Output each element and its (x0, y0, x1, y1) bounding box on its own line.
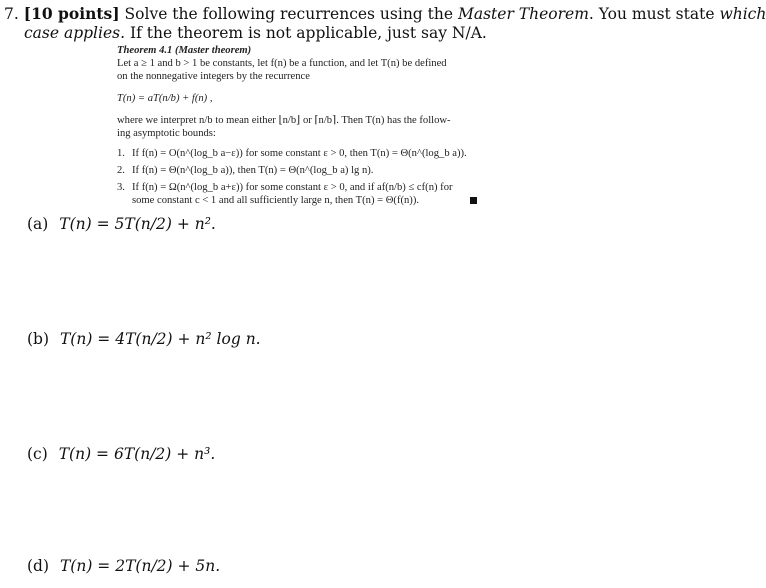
problem-points: [10 points] (23, 4, 120, 23)
problem-text-c: . You must state (588, 5, 715, 23)
theorem-intro-line-1: Let a ≥ 1 and b > 1 be constants, let f(n) be a function, and let T(n) be defined (117, 58, 447, 69)
theorem-title: Theorem 4.1 (Master theorem) (117, 45, 252, 56)
part-equation: T(n) = 2T(n/2) + 5n. (59, 557, 221, 575)
problem-text-master-theorem: Master Theorem (457, 5, 589, 23)
theorem-intro-line-2: on the nonnegative integers by the recurrence (117, 71, 310, 82)
problem-statement-line-2 (24, 24, 487, 42)
case-text: If f(n) = O(n^(log_b a−ε)) for some constant ε > 0, then T(n) = Θ(n^(log_b a)). (132, 148, 467, 159)
part-label: (d) (27, 557, 50, 575)
part-c (27, 445, 215, 463)
part-equation: T(n) = 4T(n/2) + n² log n. (59, 330, 261, 348)
part-b (27, 330, 261, 348)
theorem-interpretation-line-1: where we interpret n/b to mean either ⌊n/b⌋ or ⌈n/b⌉. Then T(n) has the follow- (117, 115, 451, 126)
part-label: (a) (27, 215, 49, 233)
part-a (27, 215, 216, 233)
part-equation: T(n) = 6T(n/2) + n³. (58, 445, 216, 463)
case-number: 3. (117, 182, 125, 193)
part-label: (c) (27, 445, 48, 463)
theorem-interpretation-line-2: ing asymptotic bounds: (117, 128, 216, 139)
theorem-recurrence: T(n) = aT(n/b) + f(n) , (117, 93, 213, 104)
problem-text-rest: If the theorem is not applicable, just say N/A. (129, 24, 487, 42)
theorem-case-1 (117, 147, 477, 160)
theorem-excerpt (117, 44, 477, 207)
problem-text-which: which (719, 5, 766, 23)
case-text: If f(n) = Ω(n^(log_b a+ε)) for some constant ε > 0, and if af(n/b) ≤ cf(n) for (132, 182, 453, 193)
part-equation: T(n) = 5T(n/2) + n². (59, 215, 216, 233)
problem-statement-line-1 (4, 5, 766, 23)
part-label: (b) (27, 330, 50, 348)
case-text: If f(n) = Θ(n^(log_b a)), then T(n) = Θ(n^(log_b a) lg n). (132, 165, 374, 176)
case-text-continued: some constant c < 1 and all sufficiently large n, then T(n) = Θ(f(n)). (132, 195, 420, 206)
problem-text-a: Solve the following recurrences using the (124, 5, 454, 23)
problem-number: 7. (4, 5, 19, 23)
theorem-case-3 (117, 181, 477, 194)
theorem-case-2 (117, 164, 477, 177)
problem-text-case-applies: case applies. (24, 24, 126, 42)
case-number: 1. (117, 148, 125, 159)
qed-square-icon (470, 197, 477, 204)
case-number: 2. (117, 165, 125, 176)
theorem-case-3-continued (117, 194, 477, 207)
part-d (27, 557, 220, 575)
